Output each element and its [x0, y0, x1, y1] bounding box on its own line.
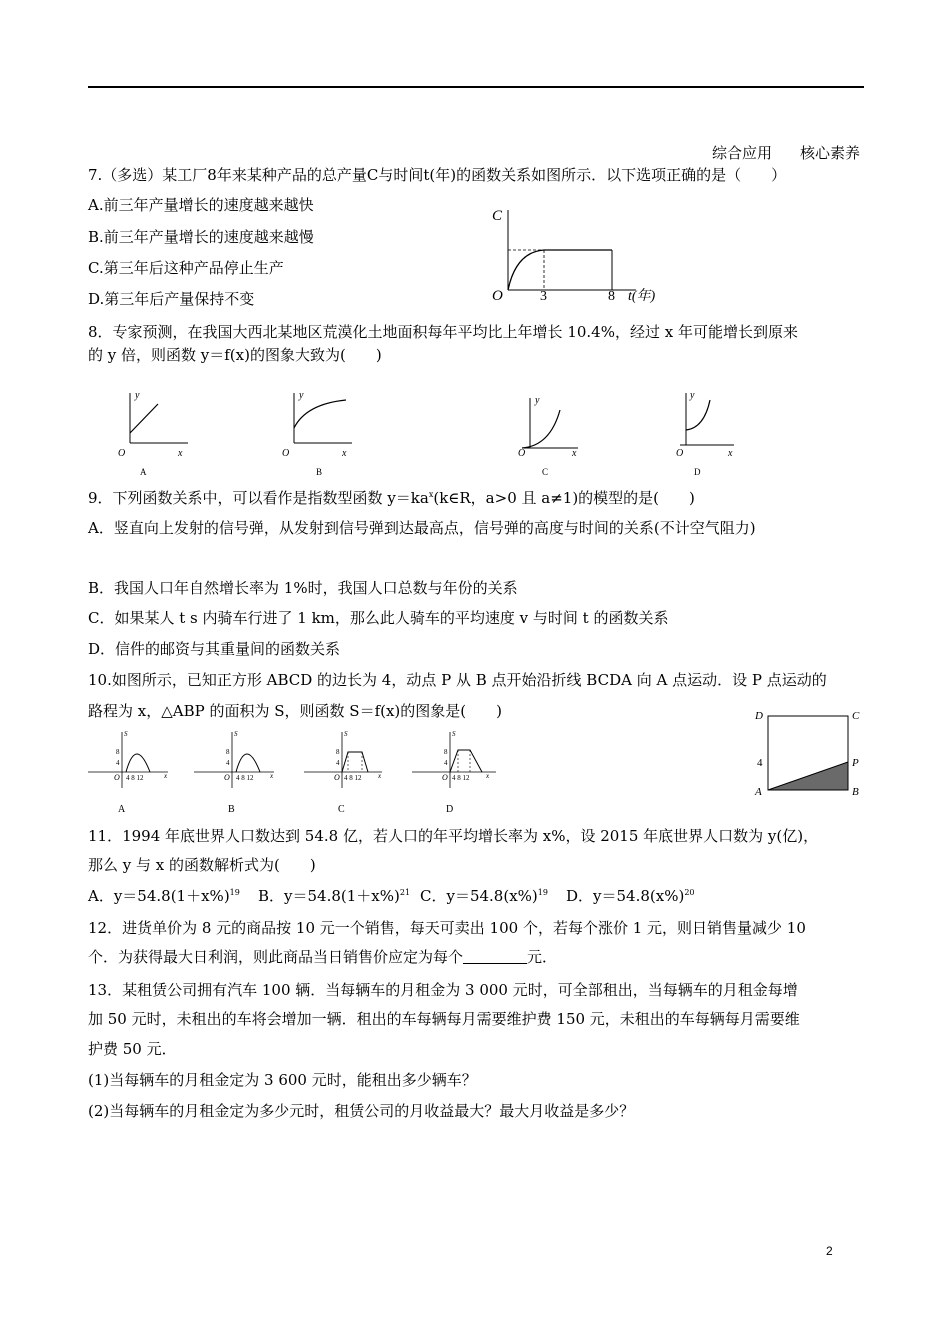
svg-text:D: D: [755, 710, 763, 722]
svg-text:S: S: [124, 730, 128, 738]
svg-text:4 8 12: 4 8 12: [236, 774, 254, 782]
svg-text:4: 4: [116, 759, 120, 767]
svg-text:S: S: [234, 730, 238, 738]
q13-sub2: (2)当每辆车的月租金定为多少元时，租赁公司的月收益最大？最大月收益是多少？: [88, 1102, 635, 1120]
q11-option-d: D．$y=54.8(x\%)^{20}$: [566, 887, 695, 905]
q7-graph: [486, 200, 666, 310]
svg-text:C: C: [852, 710, 860, 722]
svg-text:O: O: [118, 448, 126, 459]
svg-text:y: y: [135, 390, 140, 401]
q8-graph-b: [282, 390, 352, 477]
q7-option-b: B.前三年产量增长的速度越来越慢: [88, 228, 314, 246]
q7-option-c: C.第三年后这种产品停止生产: [88, 259, 284, 277]
q12-line1: 12．进货单价为 8 元的商品按 10 元一个销售，每天可卖出 100 个，若每个涨价 1 元，则日销售量减少 10: [88, 919, 806, 937]
q7-graph-origin: O: [492, 288, 503, 304]
q7-option-a: A.前三年产量增长的速度越来越快: [88, 196, 314, 214]
svg-text:y: y: [535, 395, 540, 406]
svg-text:8: 8: [336, 748, 340, 756]
q12-line2: 个．为获得最大日利润，则此商品当日销售价应定为每个 元．: [88, 948, 558, 966]
svg-text:x: x: [164, 772, 168, 780]
svg-text:4: 4: [757, 757, 763, 769]
svg-text:x: x: [728, 448, 733, 459]
svg-text:O: O: [518, 448, 526, 459]
section-label-b: 核心素养: [800, 144, 861, 162]
svg-text:x: x: [178, 448, 183, 459]
q10-option-graphs: [86, 728, 506, 818]
svg-text:O: O: [334, 773, 340, 782]
q8-option-graphs: [110, 388, 770, 480]
q11-line2: 那么 y 与 x 的函数解析式为( ): [88, 856, 316, 874]
svg-text:8: 8: [226, 748, 230, 756]
q8-label-b: B: [316, 467, 323, 477]
svg-text:O: O: [224, 773, 230, 782]
q10-graph-d: [412, 730, 496, 815]
q7-graph-tick-8: 8: [608, 289, 615, 304]
page-number: 2: [826, 1244, 833, 1258]
q10-label-c: C: [338, 804, 345, 815]
svg-text:A: A: [755, 786, 762, 798]
svg-text:O: O: [282, 448, 290, 459]
q7-graph-tick-3: 3: [540, 289, 547, 304]
q10-label-d: D: [446, 804, 454, 815]
svg-text:S: S: [344, 730, 348, 738]
svg-text:x: x: [378, 772, 382, 780]
q9-option-c: C．如果某人 t s 内骑车行进了 1 km，那么此人骑车的平均速度 v 与时间 t 的函数关系: [88, 609, 669, 627]
svg-text:4 8 12: 4 8 12: [452, 774, 470, 782]
q13-sub1: (1)当每辆车的月租金定为 3 600 元时，能租出多少辆车？: [88, 1071, 477, 1089]
svg-text:x: x: [270, 772, 274, 780]
q7-stem: 7.（多选）某工厂8年来某种产品的总产量C与时间t(年)的函数关系如图所示．以下选项正确的是（ ）: [88, 166, 787, 184]
svg-text:y: y: [690, 390, 695, 401]
svg-text:x: x: [486, 772, 490, 780]
q9-stem: 9．下列函数关系中，可以看作是指数型函数 $y=ka^x(k\in R$，a>0 且 a≠1)的模型的是( ): [88, 489, 695, 507]
svg-text:4: 4: [226, 759, 230, 767]
q10-line1: 10.如图所示，已知正方形 ABCD 的边长为 4，动点 P 从 B 点开始沿折线 BCDA 向 A 点运动．设 P 点运动的: [88, 671, 827, 689]
q13-line1: 13．某租赁公司拥有汽车 100 辆．当每辆车的月租金为 3 000 元时，可全部租出，当每辆车的月租金每增: [88, 981, 798, 999]
q11-line1: 11．1994 年底世界人口数达到 54.8 亿，若人口的年平均增长率为 x%，设 2015 年底世界人口数为 y(亿)，: [88, 827, 819, 845]
q8-graph-d: [676, 390, 734, 477]
section-label-a: 综合应用: [712, 144, 773, 162]
svg-text:S: S: [452, 730, 456, 738]
q9-option-a: A．竖直向上发射的信号弹，从发射到信号弹到达最高点，信号弹的高度与时间的关系(不计空气阻力): [88, 519, 756, 537]
q10-square-figure: [752, 706, 870, 798]
q8-line1: 8．专家预测，在我国大西北某地区荒漠化土地面积每年平均比上年增长 10.4%，经过 x 年可能增长到原来: [88, 323, 798, 341]
q10-graph-a: [88, 730, 168, 815]
q10-label-a: A: [118, 804, 126, 815]
q11-option-c: C．$y=54.8(x\%)^{19}$: [420, 887, 548, 905]
svg-text:8: 8: [116, 748, 120, 756]
svg-text:O: O: [442, 773, 448, 782]
header-rule: [88, 86, 864, 88]
q8-graph-a: [118, 390, 188, 477]
svg-text:4: 4: [336, 759, 340, 767]
q8-label-c: C: [542, 467, 549, 477]
q10-graph-b: [194, 730, 274, 815]
q10-graph-c: [304, 730, 382, 815]
q12-answer-blank[interactable]: [463, 949, 527, 964]
q7-graph-x-label: t(年): [628, 289, 656, 304]
svg-text:O: O: [114, 773, 120, 782]
svg-text:x: x: [342, 448, 347, 459]
q11-option-b: B．$y=54.8(1+x\%)^{21}$: [258, 887, 411, 905]
q8-label-d: D: [694, 467, 701, 477]
q8-graph-c: [518, 395, 578, 477]
svg-text:8: 8: [444, 748, 448, 756]
q10-label-b: B: [228, 804, 235, 815]
svg-text:y: y: [299, 390, 304, 401]
q8-line2: 的 y 倍，则函数 y＝f(x)的图象大致为( ): [88, 346, 382, 364]
svg-text:4 8 12: 4 8 12: [126, 774, 144, 782]
q9-option-b: B．我国人口年自然增长率为 1%时，我国人口总数与年份的关系: [88, 579, 518, 597]
q8-label-a: A: [140, 467, 147, 477]
q13-line2: 加 50 元时，未租出的车将会增加一辆．租出的车每辆每月需要维护费 150 元，未租出的车每辆每月需要维: [88, 1010, 800, 1028]
svg-text:4: 4: [444, 759, 448, 767]
q7-graph-y-label: C: [492, 208, 503, 224]
q9-option-d: D．信件的邮资与其重量间的函数关系: [88, 640, 341, 658]
svg-text:4 8 12: 4 8 12: [344, 774, 362, 782]
q10-line2: 路程为 x，△ABP 的面积为 S，则函数 S＝f(x)的图象是( ): [88, 702, 502, 720]
svg-text:B: B: [852, 786, 859, 798]
svg-text:O: O: [676, 448, 684, 459]
q13-line3: 护费 50 元．: [88, 1040, 177, 1058]
q7-option-d: D.第三年后产量保持不变: [88, 290, 255, 308]
q11-option-a: A．$y=54.8(1+x\%)^{19}$: [88, 887, 240, 905]
svg-text:P: P: [852, 757, 859, 769]
svg-text:x: x: [572, 448, 577, 459]
